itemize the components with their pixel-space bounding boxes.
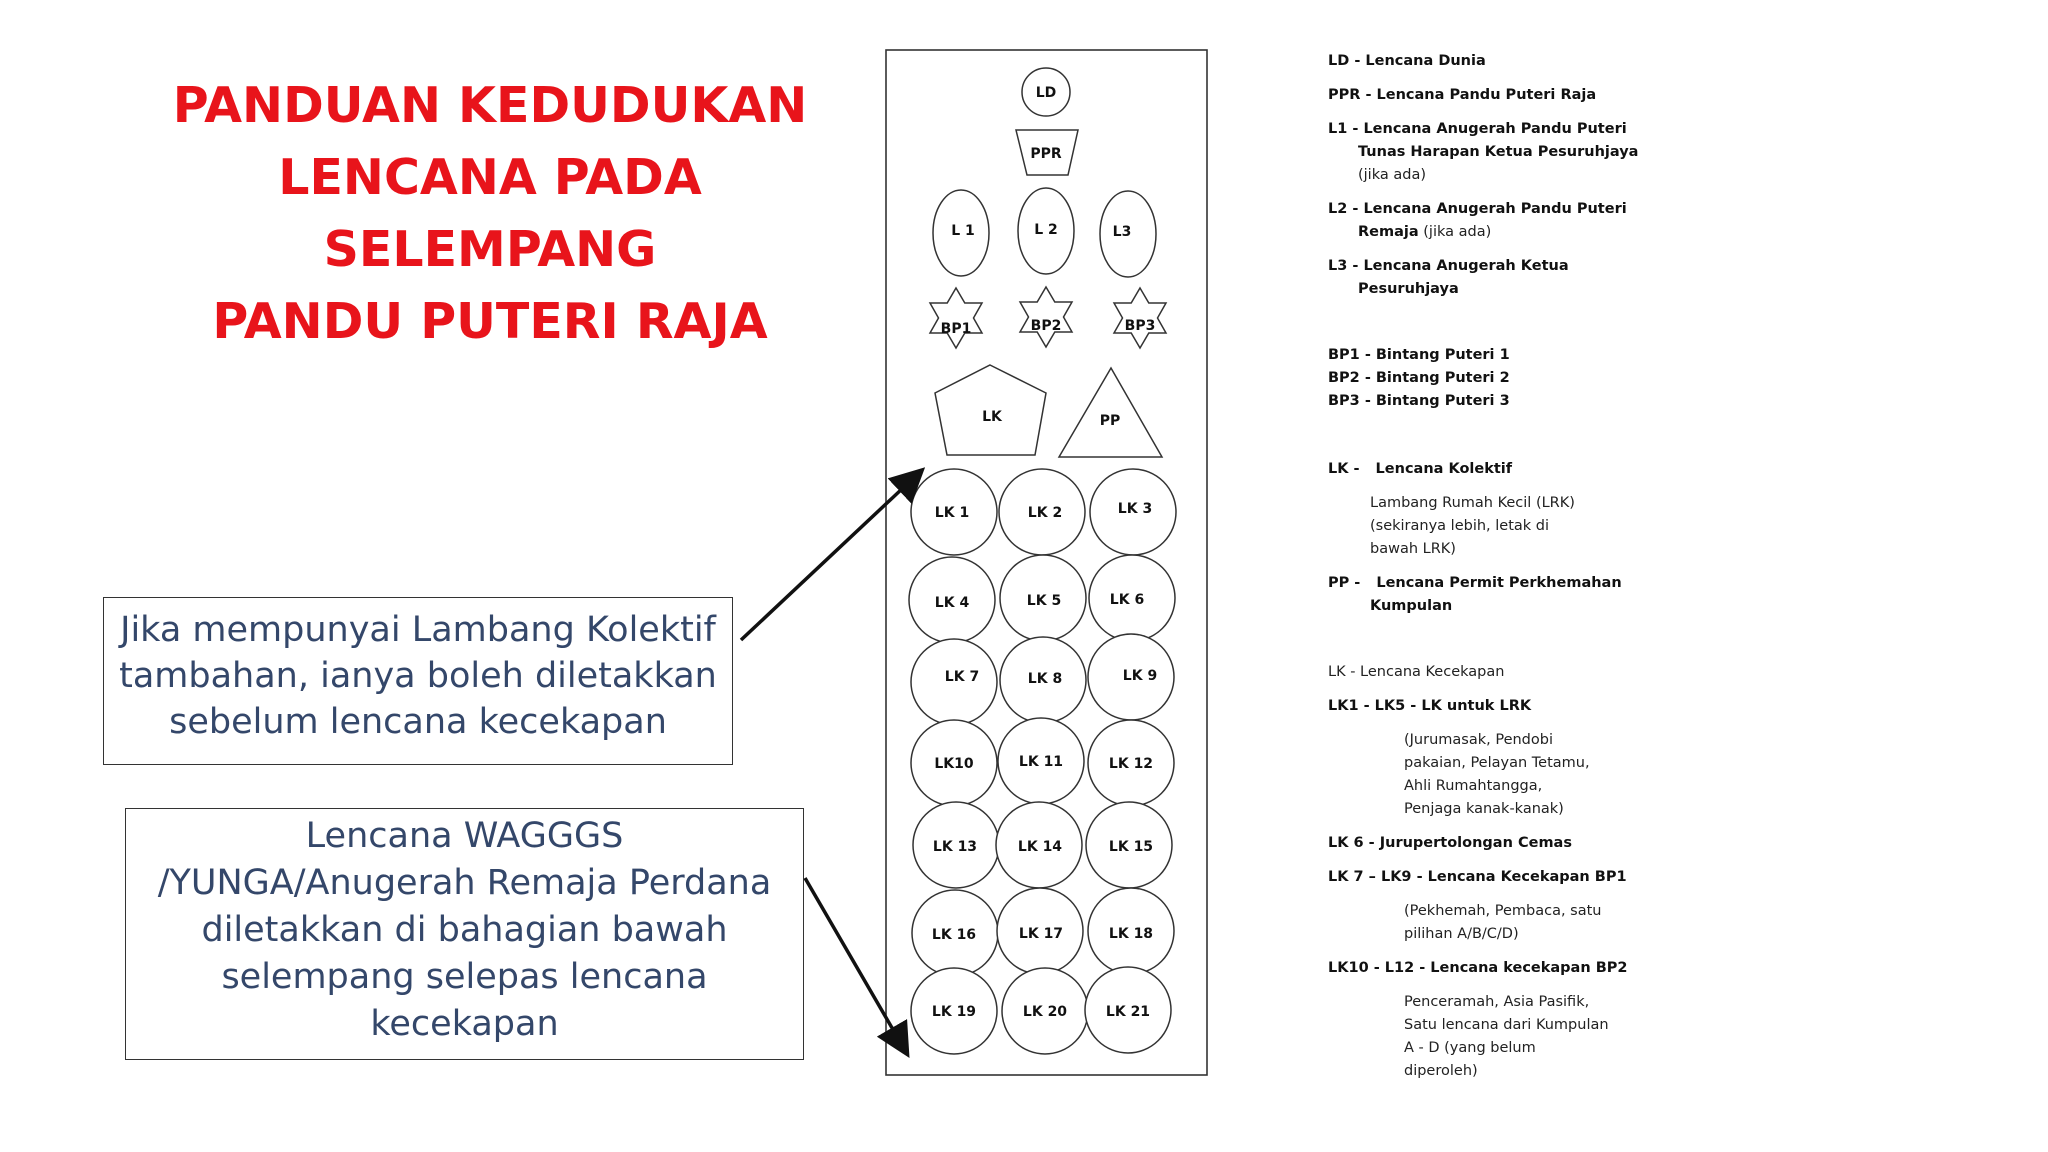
legend-pp-name: Lencana Permit Perkhemahan — [1376, 575, 1622, 591]
title-line-2: LENCANA PADA — [278, 149, 702, 206]
legend-lk-name: Lencana Kolektif — [1375, 461, 1513, 477]
legend-pp — [1328, 572, 1648, 595]
legend-l1-line1: L1 - Lencana Anugerah Pandu Puteri — [1328, 121, 1627, 137]
badge-ppr-label: PPR — [1030, 146, 1062, 162]
legend-lk6: LK 6 - Jurupertolongan Cemas — [1328, 835, 1572, 851]
legend-l1-line3: (jika ada) — [1358, 167, 1426, 183]
legend-bp1: BP1 - Bintang Puteri 1 — [1328, 347, 1510, 363]
circle-lk14-label: LK 14 — [1017, 839, 1063, 855]
circle-lk3-label: LK 3 — [1117, 501, 1153, 517]
title-line-3: SELEMPANG — [323, 221, 657, 278]
circle-lk15-label: LK 15 — [1108, 839, 1154, 855]
legend-lk1-5-line2: pakaian, Pelayan Tetamu, — [1404, 755, 1590, 771]
circle-lk7-label: LK 7 — [944, 669, 980, 685]
note2-line-3: diletakkan di bahagian bawah — [201, 910, 728, 950]
note1-line-2: tambahan, ianya boleh diletakkan — [119, 656, 717, 696]
note2-line-5: kecekapan — [370, 1004, 559, 1044]
legend-lk — [1328, 458, 1648, 481]
circle-lk5-label: LK 5 — [1026, 593, 1062, 609]
circle-lk17-label: LK 17 — [1018, 926, 1064, 942]
legend-lk1-5-line4: Penjaga kanak-kanak) — [1404, 801, 1564, 817]
badge-bp3-label: BP3 — [1124, 318, 1156, 334]
legend-l1-line2: Tunas Harapan Ketua Pesuruhjaya — [1358, 144, 1639, 160]
legend-lk10-12-line1: Penceramah, Asia Pasifik, — [1404, 994, 1590, 1010]
circle-lk18-label: LK 18 — [1108, 926, 1154, 942]
legend-l2-note: (jika ada) — [1423, 224, 1492, 240]
badge-l1-label: L 1 — [951, 223, 975, 239]
note2-line-4: selempang selepas lencana — [221, 957, 708, 997]
note1-line-3: sebelum lencana kecekapan — [169, 702, 667, 742]
legend-l3-line2: Pesuruhjaya — [1358, 281, 1459, 297]
legend-lk10-12-line2: Satu lencana dari Kumpulan — [1404, 1017, 1609, 1033]
legend-lrk-line3: bawah LRK) — [1370, 541, 1456, 557]
circle-lk6-label: LK 6 — [1109, 592, 1145, 608]
legend-lk10-12-line3: A - D (yang belum — [1404, 1040, 1536, 1056]
legend-lk1-5: LK1 - LK5 - LK untuk LRK — [1328, 698, 1532, 714]
legend-l2-remaja: Remaja — [1358, 224, 1419, 240]
note1-line-1: Jika mempunyai Lambang Kolektif — [120, 610, 716, 650]
legend-l3-line1: L3 - Lencana Anugerah Ketua — [1328, 258, 1569, 274]
badge-pp-label: PP — [1099, 413, 1121, 429]
legend-lrk-line2: (sekiranya lebih, letak di — [1370, 518, 1550, 534]
circle-lk19-label: LK 19 — [931, 1004, 977, 1020]
title-line-1: PANDUAN KEDUDUKAN — [172, 77, 808, 134]
legend-bp2: BP2 - Bintang Puteri 2 — [1328, 370, 1510, 386]
circle-lk8-label: LK 8 — [1027, 671, 1063, 687]
legend-lrk-line1: Lambang Rumah Kecil (LRK) — [1370, 495, 1575, 511]
legend-lk7-9-line2: pilihan A/B/C/D) — [1404, 926, 1519, 942]
circle-lk16-label: LK 16 — [931, 927, 977, 943]
legend-lk1-5-line1: (Jurumasak, Pendobi — [1404, 732, 1553, 748]
circle-lk12-label: LK 12 — [1108, 756, 1154, 772]
badge-ld-label: LD — [1035, 85, 1057, 101]
circle-lk11-label: LK 11 — [1018, 754, 1064, 770]
legend-l2-line2 — [1328, 221, 1648, 244]
circle-lk4-label: LK 4 — [934, 595, 970, 611]
circle-lk2-label: LK 2 — [1027, 505, 1063, 521]
badge-bp2-label: BP2 — [1030, 318, 1062, 334]
legend-l2-line1: L2 - Lencana Anugerah Pandu Puteri — [1328, 201, 1627, 217]
legend — [1328, 50, 1648, 1083]
note2-line-1: Lencana WAGGGS — [305, 816, 624, 856]
circle-lk21-label: LK 21 — [1105, 1004, 1151, 1020]
legend-lk7-9-line1: (Pekhemah, Pembaca, satu — [1404, 903, 1602, 919]
badge-bp1-label: BP1 — [940, 321, 972, 337]
legend-bp3: BP3 - Bintang Puteri 3 — [1328, 393, 1510, 409]
circle-lk13-label: LK 13 — [932, 839, 978, 855]
circle-lk20-label: LK 20 — [1022, 1004, 1068, 1020]
badge-lk-label: LK — [982, 409, 1002, 425]
title-line-4: PANDU PUTERI RAJA — [212, 293, 768, 350]
badge-l3-label: L3 — [1112, 224, 1132, 240]
legend-pp-line2: Kumpulan — [1370, 598, 1453, 614]
legend-pp-code: PP - — [1328, 575, 1361, 591]
circle-lk9-label: LK 9 — [1122, 668, 1158, 684]
legend-ppr: PPR - Lencana Pandu Puteri Raja — [1328, 87, 1597, 103]
legend-lk-kecekapan: LK - Lencana Kecekapan — [1328, 664, 1505, 680]
legend-lk-code: LK - — [1328, 461, 1360, 477]
legend-lk1-5-line3: Ahli Rumahtangga, — [1404, 778, 1543, 794]
legend-lk7-9: LK 7 – LK9 - Lencana Kecekapan BP1 — [1328, 869, 1627, 885]
circle-lk10-label: LK10 — [934, 756, 974, 772]
circle-lk1-label: LK 1 — [934, 505, 970, 521]
note2-line-2: /YUNGA/Anugerah Remaja Perdana — [157, 863, 772, 903]
legend-lk10-12-line4: diperoleh) — [1404, 1063, 1478, 1079]
legend-lk10-12: LK10 - L12 - Lencana kecekapan BP2 — [1328, 960, 1628, 976]
badge-l2-label: L 2 — [1034, 222, 1058, 238]
legend-ld: LD - Lencana Dunia — [1328, 53, 1486, 69]
